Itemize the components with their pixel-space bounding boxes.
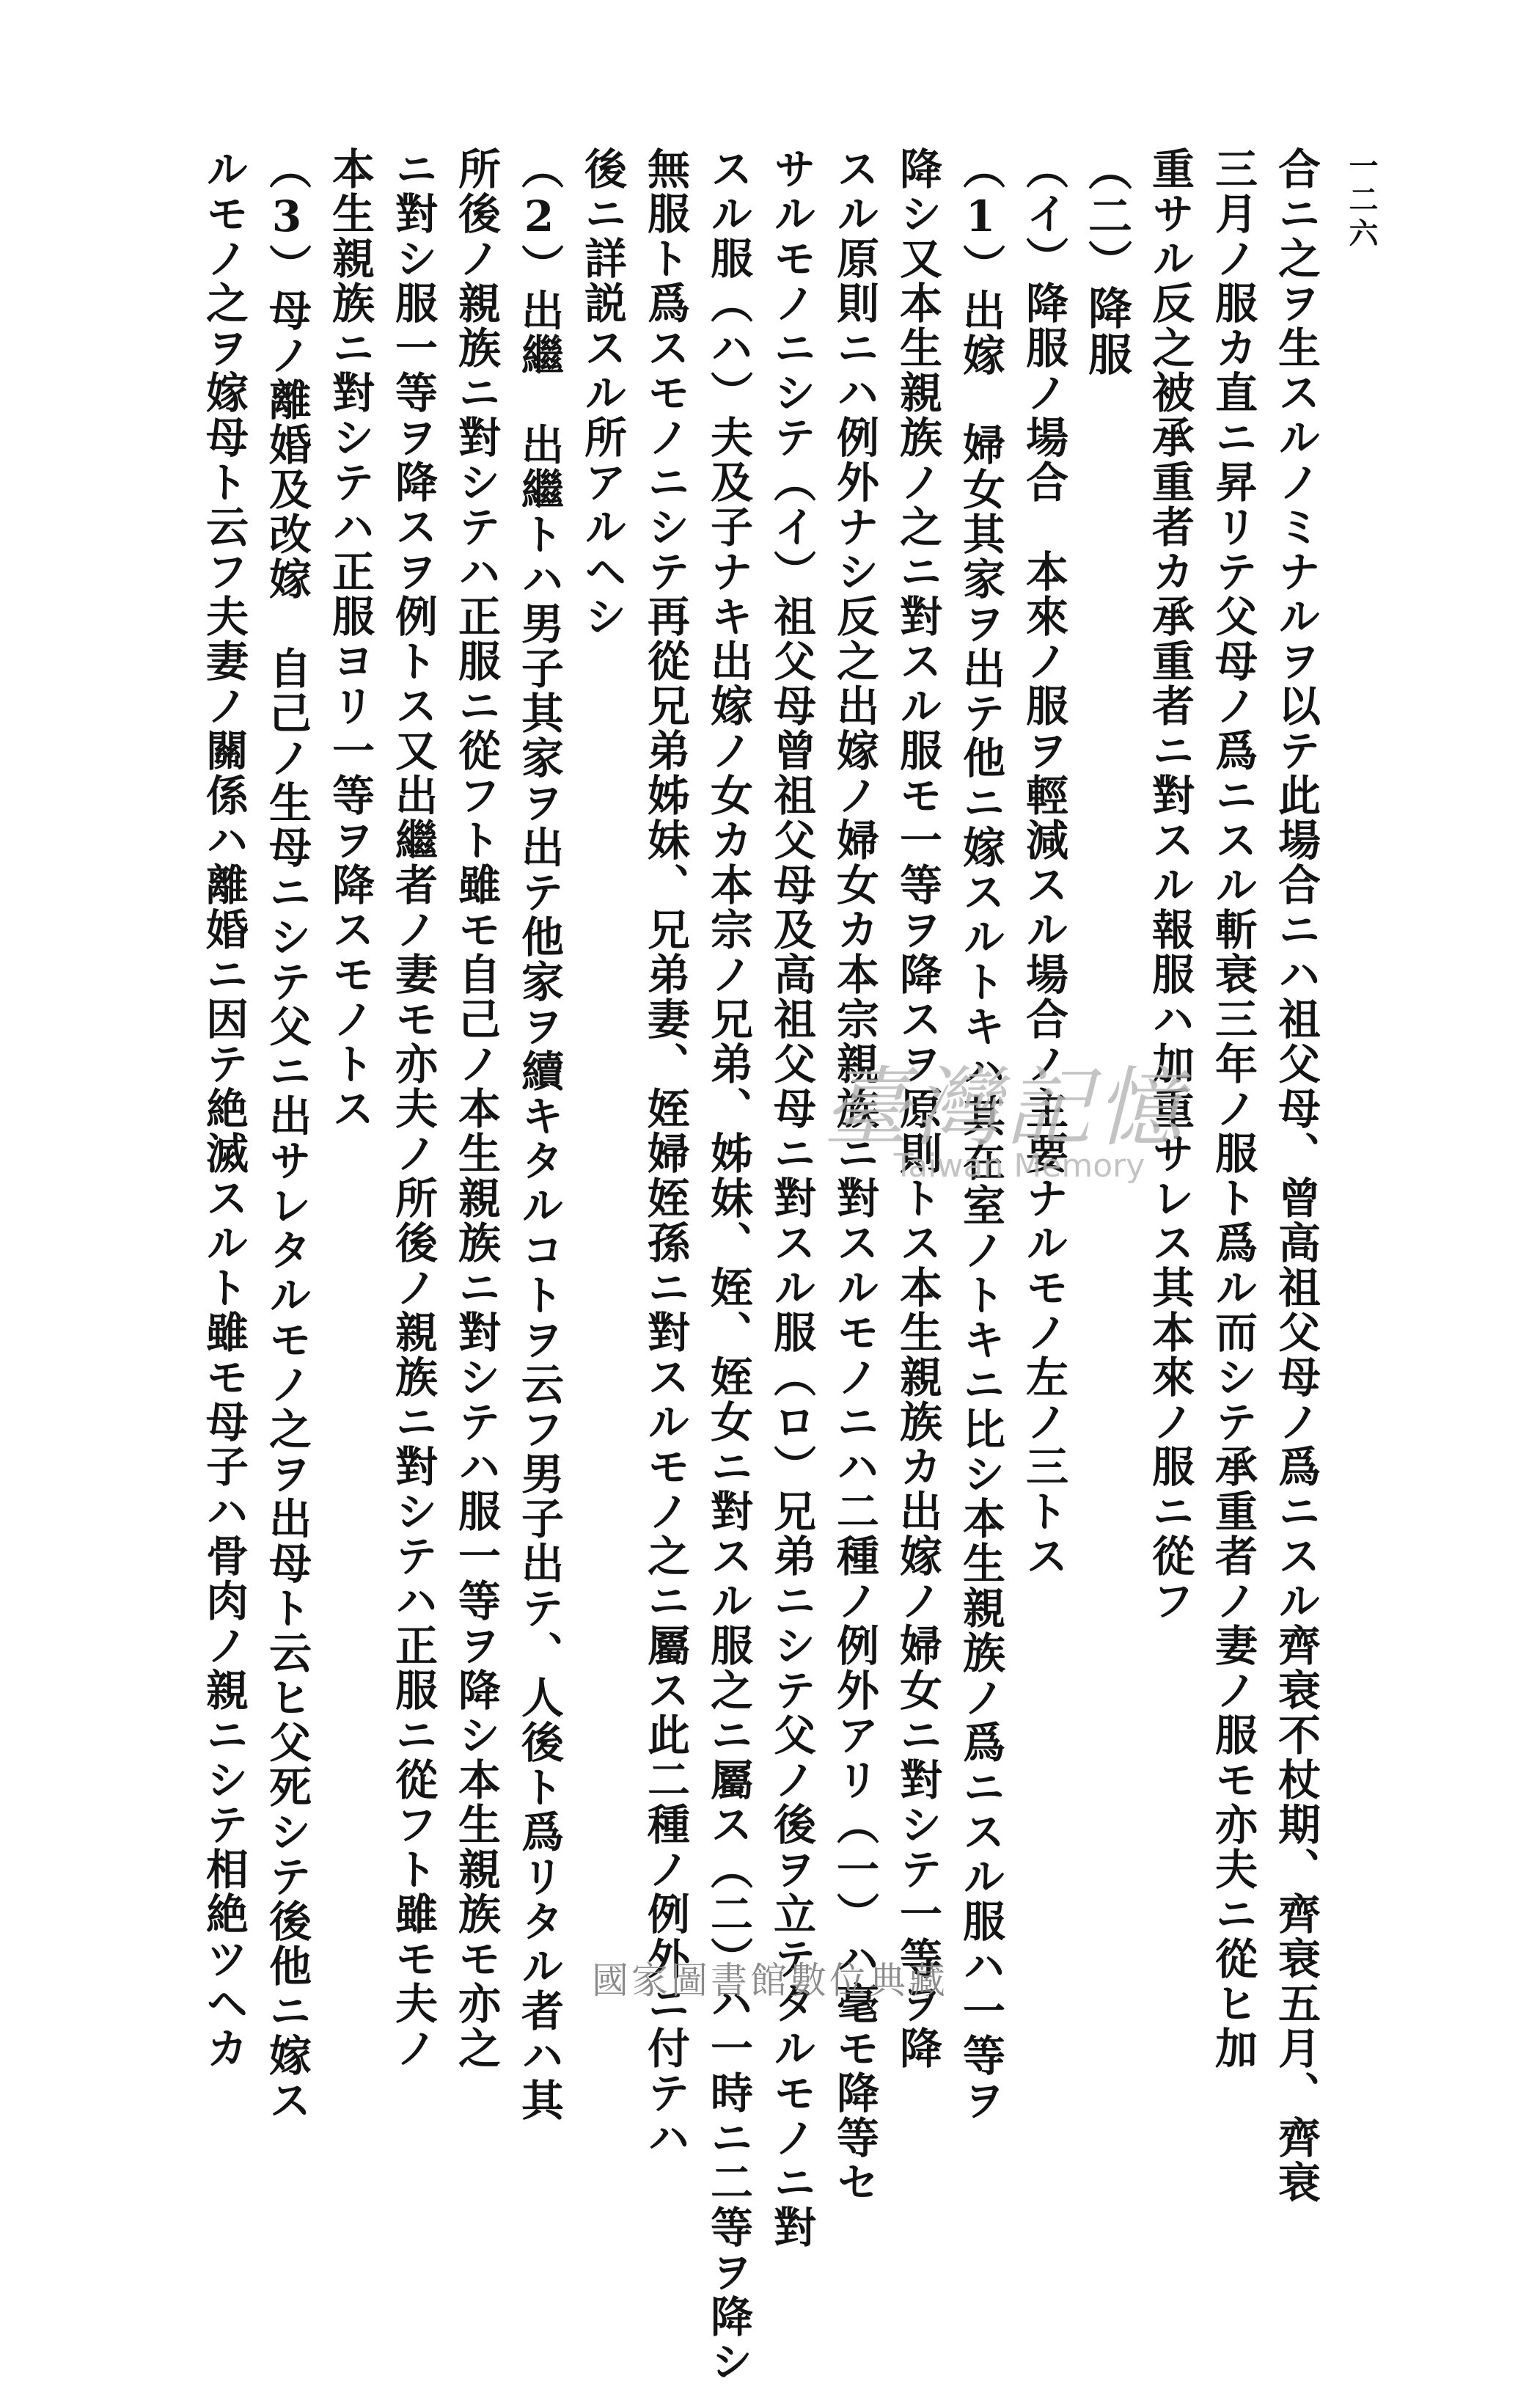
text-column: 合ニ之ヲ生スルノミナルヲ以テ此場合ニハ祖父母、曾高祖父母ノ爲ニスル齊衰不杖期、齊衰五月、齊衰	[1271, 147, 1321, 2205]
watermark-english-text: Taiwan Memory	[893, 1147, 1145, 1185]
text-column: ルモノ之ヲ嫁母ト云フ夫妻ノ關係ハ離婚ニ因テ絶滅スルト雖モ母子ハ骨肉ノ親ニシテ相絶ツヘカ	[199, 147, 249, 2071]
watermark-chinese-text: 臺灣記憶	[822, 1057, 1187, 1158]
subsection-heading: （イ）降服ノ場合 本來ノ服ヲ輕減スル場合ノ主要ナルモノ左ノ三トス	[1019, 147, 1068, 1579]
text-column: 重サル反之被承重者カ承重者ニ對スル報服ハ加重サレス其本來ノ服ニ從フ	[1145, 147, 1195, 1623]
text-column: スル服（ハ）夫及子ナキ出嫁ノ女カ本宗ノ兄弟、姊妹、姪、姪女ニ對スル服之ニ屬ス（二）ハ一時ニ二等ヲ降シ	[703, 147, 753, 2384]
text-column: 後ニ詳説スル所アルヘシ	[577, 147, 627, 639]
text-column: スル原則ニハ例外ナシ反之出嫁ノ婦女カ本宗親族ニ對スルモノニハ二種ノ例外アリ（一）ハ毫モ降等セ	[829, 147, 879, 2205]
text-column: 本生親族ニ對シテハ正服ヨリ一等ヲ降スモノトス	[325, 147, 375, 1131]
text-column: サルモノニシテ（イ）祖父母曾祖父母及高祖父母ニ對スル服（ロ）兄弟ニシテ父ノ後ヲ立テタルモノニ對	[766, 147, 816, 2250]
text-column: ニ對シ服一等ヲ降スヲ例トス又出繼者ノ妻モ亦夫ノ所後ノ親族ニ對シテハ正服ニ從フト雖モ夫ノ	[388, 147, 438, 2071]
text-column: （2）出繼 出繼トハ男子其家ヲ出テ他家ヲ續キタルコトヲ云フ男子出テ、人後ト爲リタル者ハ其	[514, 147, 564, 2123]
text-column: （1）出嫁 婦女其家ヲ出テ他ニ嫁スルトキハ其在室ノトキニ比シ本生親族ノ爲ニスル服ハ一等ヲ	[956, 147, 1005, 2123]
text-column: （3）母ノ離婚及改嫁 自己ノ生母ニシテ父ニ出サレタルモノ之ヲ出母ト云ヒ父死シテ後他ニ嫁ス	[262, 147, 312, 2123]
footer-credit: 國家圖書館數位典藏	[592, 1959, 948, 2002]
section-heading: （二）降服	[1081, 147, 1132, 378]
text-column: 三月ノ服カ直ニ昇リテ父母ノ爲ニスル斬衰三年ノ服ト爲ル而シテ承重者ノ妻ノ服モ亦夫ニ從ヒ加	[1208, 147, 1258, 2071]
text-column: 無服ト爲スモノニシテ再從兄弟姊妹、兄弟妻、姪婦姪孫ニ對スルモノ之ニ屬ス此二種ノ例外ニ付テハ	[640, 147, 690, 2160]
text-column: 降シ又本生親族ノ之ニ對スル服モ一等ヲ降スヲ原則トス本生親族カ出嫁ノ婦女ニ對シテ一等ヲ降	[892, 147, 942, 2071]
page-number: 一二六	[1344, 150, 1379, 252]
text-column: 所後ノ親族ニ對シテハ正服ニ從フト雖モ自己ノ本生親族ニ對シテハ服一等ヲ降シ本生親族モ亦之	[451, 147, 501, 2071]
